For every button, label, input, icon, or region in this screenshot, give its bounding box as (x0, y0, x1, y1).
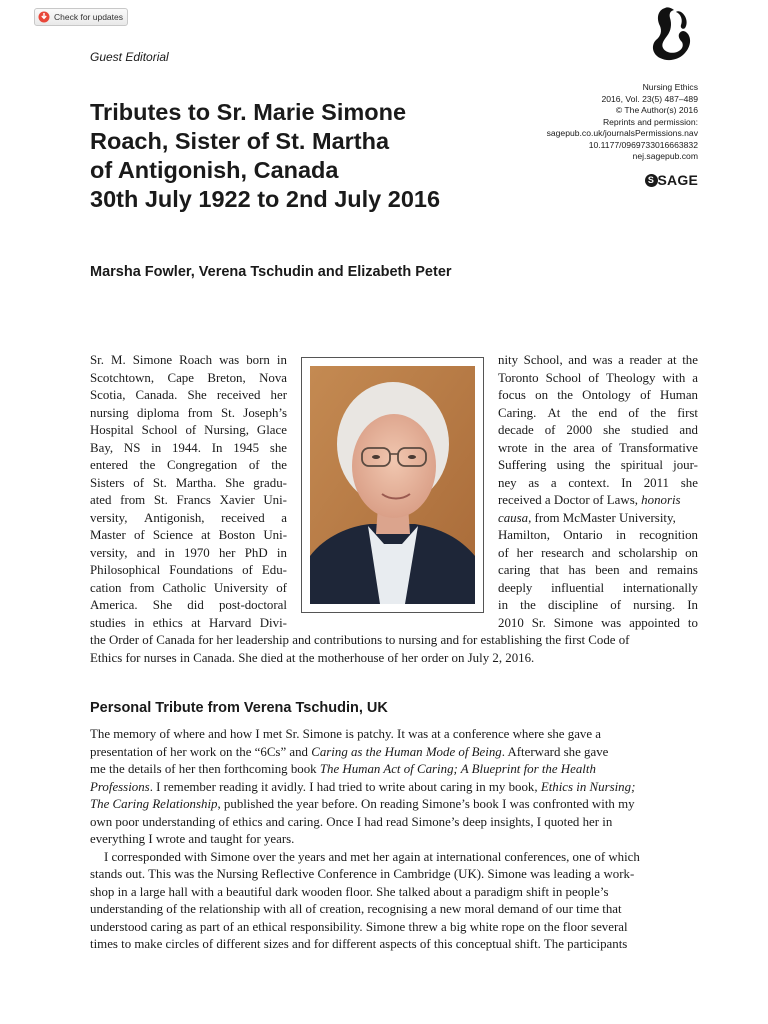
word: She (152, 598, 173, 612)
text-line: Ethics for nurses in Canada. She died at the motherhouse of her order on July 2, 2016. (90, 650, 535, 665)
word: a (692, 370, 698, 385)
word: was (601, 615, 622, 630)
word: recognition (639, 528, 698, 542)
word: from (120, 493, 146, 507)
word: Uni- (263, 493, 287, 507)
word: the (682, 353, 698, 367)
word: Nova (259, 370, 287, 385)
text-line (498, 352, 698, 370)
word: the (594, 458, 611, 472)
word: Simone (132, 353, 173, 367)
word: Roach (179, 353, 213, 367)
word: she (269, 440, 287, 455)
word: of (133, 475, 145, 490)
word: St. (220, 405, 235, 420)
word: Antigonish, (144, 510, 205, 525)
word: she (603, 423, 621, 437)
text-line (498, 545, 698, 563)
text-line (90, 510, 287, 528)
text-line (90, 405, 287, 423)
word: 2011 (643, 475, 670, 490)
word: Suffering (498, 458, 547, 472)
journal-volume: 2016, Vol. 23(5) 487–489 (601, 93, 698, 104)
text-line: own poor understanding of ethics and caring. Once I had read Simone’s deep insights, I quoted her in (90, 814, 613, 829)
text-line (498, 492, 698, 510)
italic-text: Ethics in Nursing; (540, 779, 636, 794)
word: ated (90, 493, 112, 507)
text-line (498, 580, 698, 598)
word: Philosophical (90, 563, 161, 577)
word: In (621, 475, 632, 490)
word: At (547, 405, 561, 420)
title-line: of Antigonish, Canada (90, 157, 339, 183)
word: School, (523, 353, 563, 367)
text-line (90, 761, 698, 779)
word: In (687, 598, 698, 612)
word: and (629, 563, 648, 577)
word: and (679, 423, 698, 437)
word: nursing (90, 405, 129, 420)
journal-url-link[interactable]: nej.sagepub.com (632, 151, 698, 161)
word: cation (90, 580, 122, 595)
word: the (520, 598, 536, 612)
text-line: times to make circles of different sizes and for different aspects of this conceptual shift. The participants (90, 937, 628, 951)
publisher-name: SAGE (657, 172, 698, 188)
text-line: the Order of Canada for her leadership and contributions to nursing and for establishing the first Code of (90, 633, 630, 647)
word: Ontology (582, 388, 631, 402)
word: on (685, 545, 698, 560)
bio-left-column (90, 352, 287, 632)
doi-link[interactable]: 10.1177/0969733016663832 (588, 139, 698, 150)
bio-right-column (498, 352, 698, 632)
word: remains (657, 563, 698, 577)
word: Xavier (219, 493, 255, 507)
word: she (680, 475, 698, 490)
word: in (615, 528, 626, 542)
word: at (201, 528, 211, 542)
word: diploma (137, 405, 180, 420)
portrait-photo (301, 357, 484, 613)
word: at (667, 353, 677, 367)
word: a (281, 510, 287, 525)
italic-text: The Caring Relationship (90, 797, 218, 811)
text-line (90, 457, 287, 475)
word: of (248, 458, 260, 472)
word: Joseph’s (243, 405, 287, 420)
word: has (568, 563, 586, 577)
text-line (498, 370, 698, 388)
text-line (90, 744, 698, 762)
copyright: © The Author(s) 2016 (615, 105, 698, 115)
permissions-link[interactable]: sagepub.co.uk/journalsPermissions.nav (546, 128, 698, 138)
word: Francs (176, 493, 211, 507)
word: Simone (553, 615, 594, 630)
word: in (276, 545, 287, 560)
word: and (591, 545, 611, 560)
word: scholarship (618, 545, 678, 560)
word: Sr. (90, 353, 104, 367)
text-line: stands out. This was the Nursing Reflective Conference in Cambridge (UK). Simone was leading a work- (90, 867, 635, 881)
word: deeply (498, 580, 533, 595)
word: versity, (90, 510, 128, 525)
word: did (187, 598, 204, 612)
text-line: The memory of where and how I met Sr. Simone is patchy. It was at a conference where she gave a (90, 727, 602, 741)
word: Boston (218, 528, 256, 542)
word: born (246, 353, 270, 367)
journal-metadata (547, 82, 698, 163)
word: and (568, 353, 587, 367)
word: St. (153, 493, 168, 507)
text-line (90, 492, 287, 510)
word: ethics (152, 615, 183, 630)
text-line (90, 475, 287, 493)
journal-name: Nursing Ethics (642, 82, 698, 92)
word: of (601, 440, 613, 455)
word: St. (152, 475, 167, 490)
word: jour- (673, 458, 698, 472)
word: of (276, 580, 287, 595)
text-line (90, 352, 287, 370)
word: was (592, 353, 613, 367)
check-for-updates-button[interactable] (34, 8, 128, 26)
text-line (498, 597, 698, 615)
word: was (219, 353, 240, 367)
italic-text: honoris (641, 493, 681, 507)
word: the (139, 458, 156, 472)
word: a (618, 353, 624, 367)
word: Foundations (169, 563, 234, 577)
text-span: . I remember reading it avidly. I had tried to write about caring in my book, (149, 779, 541, 794)
word: ney (498, 475, 517, 490)
word: and (136, 545, 156, 560)
word: the (271, 458, 287, 472)
word: nursing. (633, 598, 676, 612)
word: of (544, 423, 556, 437)
word: received (216, 388, 261, 402)
word: of (588, 370, 600, 385)
word: as (528, 475, 540, 490)
text-line (90, 597, 287, 615)
word: the (571, 405, 588, 420)
author-list: Marsha Fowler, Verena Tschudin and Elizabeth Peter (90, 264, 452, 280)
word: School (545, 370, 582, 385)
text-span: me the details of her then forthcoming book (90, 762, 320, 776)
word: Catholic (162, 580, 207, 595)
italic-text: The Human Act of Caring; A Blueprint for the Health (319, 762, 596, 776)
word: Toronto (498, 370, 539, 385)
word: discipline (548, 598, 599, 612)
word: of (133, 528, 145, 542)
text-line (90, 779, 698, 797)
word: Sisters (90, 475, 125, 490)
word: nity (498, 353, 519, 367)
word: Breton, (207, 370, 246, 385)
text-span: presentation of her work on the “6Cs” and (90, 744, 312, 759)
word: area (573, 440, 595, 455)
journal-logo-icon (648, 4, 696, 64)
word: post-doctoral (218, 598, 287, 612)
sage-s-icon: S (645, 174, 658, 187)
word: Edu- (261, 563, 287, 577)
word: 1945 (233, 440, 260, 455)
text-line (498, 457, 698, 475)
word: Congregation (167, 458, 238, 472)
word: Theology (606, 370, 656, 385)
text-line (90, 527, 287, 545)
word: versity, (90, 545, 128, 560)
text-line (498, 387, 698, 405)
text-line (90, 615, 287, 633)
word: at (191, 615, 201, 630)
text-line (90, 422, 287, 440)
text-line (498, 562, 698, 580)
word: University (213, 580, 269, 595)
word: research (541, 545, 584, 560)
word: 1970 (183, 545, 210, 560)
italic-text: Professions (90, 779, 150, 794)
word: using (556, 458, 585, 472)
word: Scotchtown, (90, 370, 155, 385)
text-line: understood caring as part of an ethical responsibility. Simone threw a big white rope on the floor several (90, 919, 628, 934)
text-line (90, 796, 698, 814)
word: focus (498, 388, 526, 402)
word: Scotia, (90, 388, 126, 402)
word: of (640, 388, 651, 402)
word: of (610, 598, 622, 612)
word: Uni- (263, 528, 287, 542)
text-line: understanding of the relationship with all of creation, recognising a new moral demand of our time that (90, 902, 622, 916)
word: in (151, 440, 162, 455)
word: a (550, 475, 557, 490)
word: from (129, 580, 155, 595)
title-line: 30th July 1922 to 2nd July 2016 (90, 186, 441, 212)
word: Divi- (259, 615, 287, 630)
text-line (498, 422, 698, 440)
word: 2000 (566, 423, 593, 437)
word: of (242, 563, 253, 577)
word: NS (123, 440, 141, 455)
word: appointed (629, 615, 680, 630)
word: the (650, 405, 667, 420)
word: wrote (498, 440, 528, 455)
word: Hamilton, (498, 528, 550, 542)
word: Hospital (90, 423, 134, 437)
text-line (90, 545, 287, 563)
word: from (187, 405, 213, 420)
word: School (141, 423, 178, 437)
text-line (90, 562, 287, 580)
word: in (164, 545, 175, 560)
text-line (498, 527, 698, 545)
text-line: shop in a large hall with a beautiful dark wooden floor. She talked about a paradigm shift in people’s (90, 884, 609, 899)
word: She (187, 388, 207, 402)
word: in (498, 598, 509, 612)
word: that (539, 563, 560, 577)
word: studies (90, 615, 126, 630)
word: spiritual (620, 458, 663, 472)
text-line (90, 440, 287, 458)
word: 2010 (498, 615, 524, 630)
word: been (595, 563, 620, 577)
check-for-updates-label: Check for updates (54, 12, 123, 22)
text-span: , published the year before. On reading Simone’s book I was confronted with my (217, 797, 635, 811)
word: America. (90, 598, 138, 612)
word: Harvard (209, 615, 252, 630)
text-span: . Afterward she gave (501, 744, 609, 759)
text-line (90, 580, 287, 598)
text-line (498, 615, 698, 633)
word: to (687, 615, 698, 630)
bio-tail (90, 632, 698, 667)
word: caring (498, 563, 531, 577)
title-line: Roach, Sister of St. Martha (90, 128, 390, 154)
text-span: , from McMaster University, (528, 510, 676, 525)
article-title (90, 98, 510, 214)
word: Master (90, 528, 126, 542)
text-line (498, 440, 698, 458)
word: her (218, 545, 236, 560)
word: decade (498, 423, 534, 437)
word: in (534, 440, 545, 455)
word: Science (152, 528, 193, 542)
reprints-label: Reprints and permission: (602, 116, 698, 127)
word: Caring. (498, 405, 537, 420)
word: Transformative (618, 440, 698, 455)
word: M. (111, 353, 126, 367)
update-badge-icon (38, 11, 50, 23)
word: her (516, 545, 534, 560)
publisher-logo (645, 172, 698, 188)
word: In (211, 440, 223, 455)
section-heading: Personal Tribute from Verena Tschudin, UK (90, 700, 388, 716)
word: She (225, 475, 245, 490)
word: Bay, (90, 440, 114, 455)
word: Human (660, 388, 698, 402)
text-line (90, 387, 287, 405)
text-line (498, 405, 698, 423)
word: entered (90, 458, 128, 472)
word: on (535, 388, 549, 402)
word: Martha. (175, 475, 217, 490)
text-line (498, 475, 698, 493)
tribute-body (90, 726, 698, 954)
word: the (557, 388, 573, 402)
word: with (662, 370, 686, 385)
word: gradu- (253, 475, 287, 490)
word: influential (551, 580, 605, 595)
italic-text: causa (498, 510, 529, 525)
text-line: I corresponded with Simone over the years and met her again at international conferences, one of which (104, 849, 640, 864)
word: 1944. (171, 440, 201, 455)
word: Canada. (135, 388, 178, 402)
word: internationally (622, 580, 698, 595)
word: the (550, 440, 567, 455)
word: of (185, 423, 197, 437)
text-span: received a Doctor of Laws, (498, 493, 642, 507)
word: context. (568, 475, 610, 490)
italic-text: Caring as the Human Mode of Being (311, 744, 502, 759)
word: of (628, 405, 640, 420)
word: her (270, 388, 287, 402)
word: studied (631, 423, 669, 437)
portrait-image (310, 366, 475, 604)
word: Nursing, (204, 423, 249, 437)
title-line: Tributes to Sr. Marie Simone (90, 99, 407, 125)
word: in (134, 615, 145, 630)
word: Cape (167, 370, 194, 385)
word: of (498, 545, 509, 560)
word: Glace (256, 423, 287, 437)
word: end (598, 405, 618, 420)
section-label: Guest Editorial (90, 50, 169, 64)
text-line (498, 510, 698, 528)
word: reader (629, 353, 662, 367)
word: PhD (244, 545, 268, 560)
word: in (276, 353, 287, 367)
text-line (90, 370, 287, 388)
word: Ontario (563, 528, 603, 542)
text-line: everything I wrote and taught for years. (90, 832, 295, 846)
word: first (677, 405, 698, 420)
word: received (221, 510, 265, 525)
word: Sr. (531, 615, 546, 630)
